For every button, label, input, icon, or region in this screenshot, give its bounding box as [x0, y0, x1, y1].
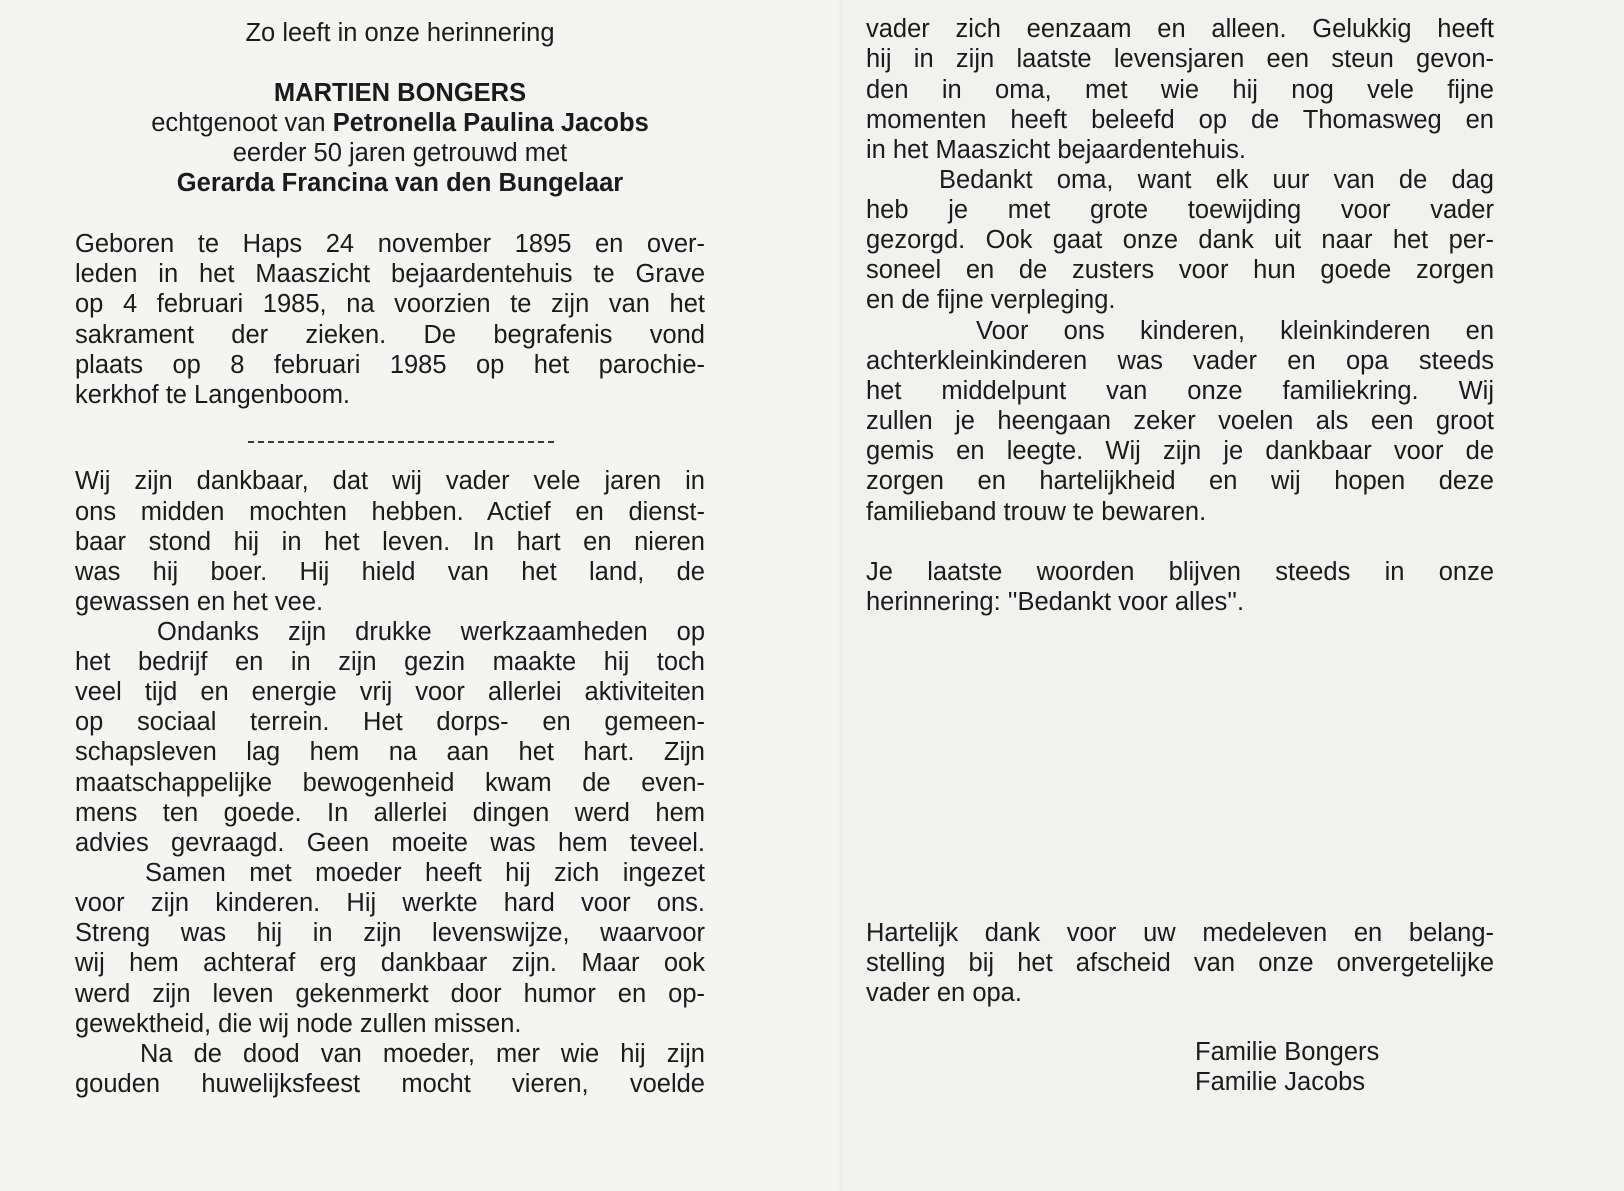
- text-line: Voor ons kinderen, kleinkinderen en: [976, 317, 1494, 345]
- motto: Zo leeft in onze herinnering: [245, 19, 555, 47]
- text-line: momenten heeft beleefd op de Thomasweg en: [866, 106, 1494, 134]
- text-line: Hartelijk dank voor uw medeleven en belang-: [866, 919, 1494, 947]
- text-line: achterkleinkinderen was vader en opa steeds: [866, 347, 1494, 375]
- text-line: ons midden mochten hebben. Actief en dienst-: [75, 498, 705, 526]
- text-line: soneel en de zusters voor hun goede zorgen: [866, 256, 1494, 284]
- text-line: sakrament der zieken. De begrafenis vond: [75, 321, 705, 349]
- spouse-name: Petronella Paulina Jacobs: [332, 109, 649, 137]
- text-line: Ondanks zijn drukke werkzaamheden op: [157, 618, 705, 646]
- text-line: vader zich eenzaam en alleen. Gelukkig heeft: [866, 15, 1494, 43]
- text-line: den in oma, met wie hij nog vele fijne: [866, 76, 1494, 104]
- text-line: veel tijd en energie vrij voor allerlei aktiviteiten: [75, 678, 705, 706]
- text-line: op sociaal terrein. Het dorps- en gemeen-: [75, 708, 705, 736]
- deceased-name: MARTIEN BONGERS: [273, 79, 527, 107]
- text-line: werd zijn leven gekenmerkt door humor en op-: [75, 980, 705, 1008]
- text-line: mens ten goede. In allerlei dingen werd hem: [75, 799, 705, 827]
- right-page: [842, 0, 1624, 1191]
- text-line: familieband trouw te bewaren.: [866, 498, 1207, 526]
- text-line: gouden huwelijksfeest mocht vieren, voelde: [75, 1070, 705, 1098]
- signature-line: Familie Bongers: [1195, 1038, 1380, 1066]
- text-line: en de fijne verpleging.: [866, 286, 1116, 314]
- text-line: Wij zijn dankbaar, dat wij vader vele jaren in: [75, 467, 705, 495]
- text-line: zullen je heengaan zeker voelen als een groot: [866, 407, 1494, 435]
- text-line: voor zijn kinderen. Hij werkte hard voor ons.: [75, 889, 705, 917]
- text-line: stelling bij het afscheid van onze onvergetelijke: [866, 949, 1494, 977]
- text-line: op 4 februari 1985, na voorzien te zijn van het: [75, 290, 705, 318]
- text-line: heb je met grote toewijding voor vader: [866, 196, 1494, 224]
- text-line: baar stond hij in het leven. In hart en nieren: [75, 528, 705, 556]
- text-line: wij hem achteraf erg dankbaar zijn. Maar ook: [75, 949, 705, 977]
- text-line: leden in het Maaszicht bejaardentehuis te Grave: [75, 260, 705, 288]
- text-line: kerkhof te Langenboom.: [75, 381, 351, 409]
- text-line: schapsleven lag hem na aan het hart. Zijn: [75, 738, 705, 766]
- text-line: herinnering: ''Bedankt voor alles''.: [866, 588, 1245, 616]
- text-line: gezorgd. Ook gaat onze dank uit naar het per-: [866, 226, 1494, 254]
- text-line: Na de dood van moeder, mer wie hij zijn: [140, 1040, 705, 1068]
- first-wife-name: Gerarda Francina van den Bungelaar: [176, 169, 624, 197]
- text-line: gewassen en het vee.: [75, 588, 324, 616]
- text-line: Geboren te Haps 24 november 1895 en over-: [75, 230, 705, 258]
- text-line: advies gevraagd. Geen moeite was hem teveel.: [75, 829, 705, 857]
- earlier-marriage: eerder 50 jaren getrouwd met: [232, 139, 568, 167]
- text-line: hij in zijn laatste levensjaren een steun gevon-: [866, 45, 1494, 73]
- text-line: vader en opa.: [866, 979, 1022, 1007]
- text-line: Je laatste woorden blijven steeds in onze: [866, 558, 1494, 586]
- spouse-line: [60, 108, 740, 139]
- spouse-prefix: echtgenoot van: [151, 109, 326, 137]
- text-line: plaats op 8 februari 1985 op het parochie-: [75, 351, 705, 379]
- dashed-divider: [248, 441, 554, 443]
- text-line: gemis en leegte. Wij zijn je dankbaar voor de: [866, 437, 1494, 465]
- text-line: Bedankt oma, want elk uur van de dag: [939, 166, 1494, 194]
- text-line: gewektheid, die wij node zullen missen.: [75, 1010, 522, 1038]
- text-line: het bedrijf en in zijn gezin maakte hij toch: [75, 648, 705, 676]
- text-line: in het Maaszicht bejaardentehuis.: [866, 136, 1246, 164]
- signature-line: Familie Jacobs: [1195, 1068, 1366, 1096]
- text-line: maatschappelijke bewogenheid kwam de even-: [75, 769, 705, 797]
- text-line: was hij boer. Hij hield van het land, de: [75, 558, 705, 586]
- text-line: het middelpunt van onze familiekring. Wij: [866, 377, 1494, 405]
- text-line: zorgen en hartelijkheid en wij hopen deze: [866, 467, 1494, 495]
- text-line: Streng was hij in zijn levenswijze, waarvoor: [75, 919, 705, 947]
- text-line: Samen met moeder heeft hij zich ingezet: [145, 859, 705, 887]
